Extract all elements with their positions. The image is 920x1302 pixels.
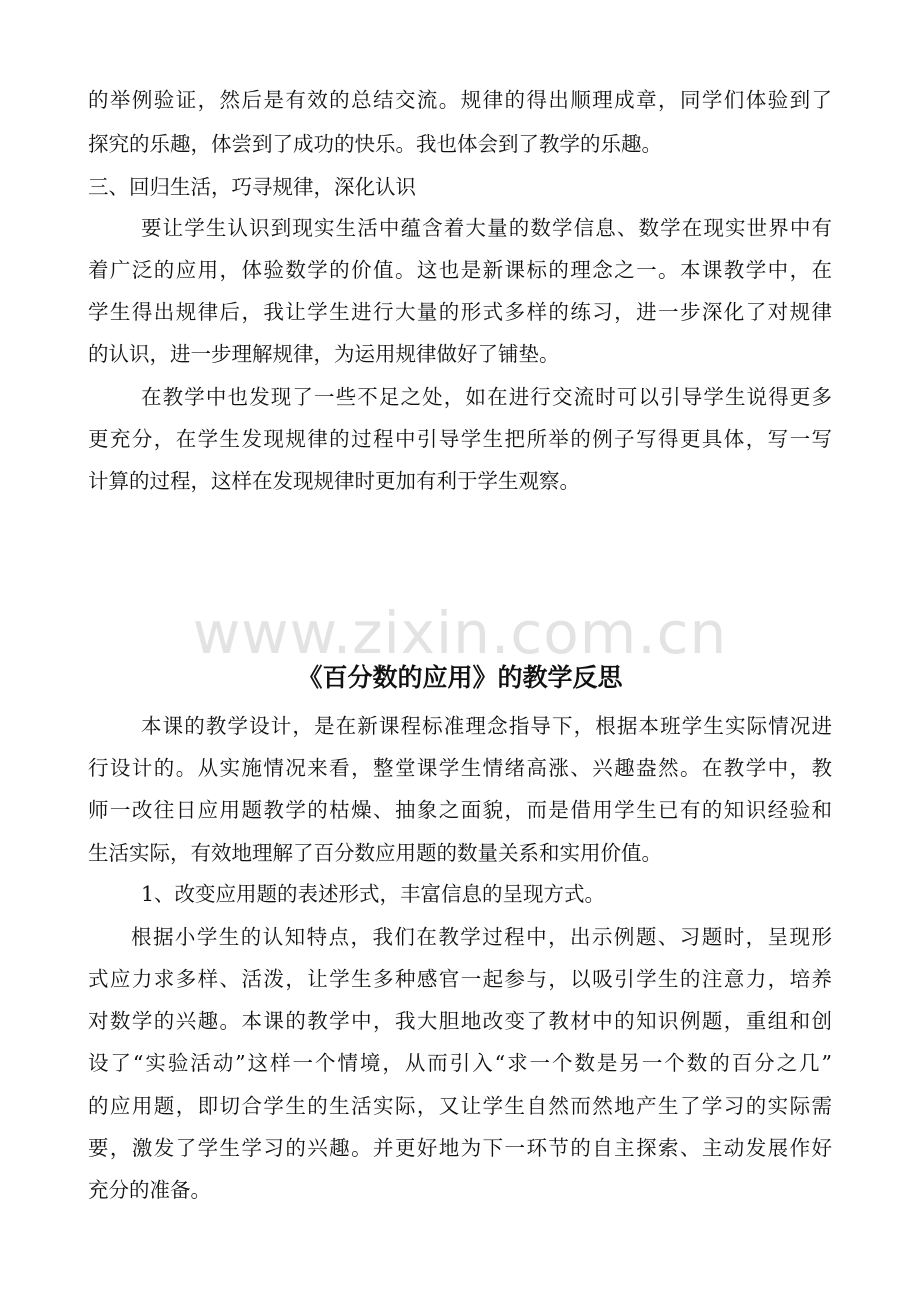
paragraph-line: 的认识，进一步理解规律，为运用规律做好了铺垫。	[88, 342, 560, 366]
paragraph-line: 的举例验证，然后是有效的总结交流。规律的得出顺理成章，同学们体验到了	[88, 88, 832, 112]
section-heading: 1、改变应用题的表述形式，丰富信息的呈现方式。	[141, 882, 606, 906]
paragraph-line: 对数学的兴趣。本课的教学中，我大胆地改变了教材中的知识例题，重组和创	[88, 1009, 832, 1033]
watermark: www.zixin.com.cn	[192, 599, 728, 667]
paragraph-line: 师一改往日应用题教学的枯燥、抽象之面貌，而是借用学生已有的知识经验和	[88, 798, 832, 822]
paragraph-line: 计算的过程，这样在发现规律时更加有利于学生观察。	[88, 469, 580, 493]
paragraph-line: 生活实际，有效地理解了百分数应用题的数量关系和实用价值。	[88, 841, 662, 865]
paragraph-line: 要让学生认识到现实生活中蕴含着大量的数学信息、数学在现实世界中有	[141, 216, 832, 240]
paragraph-line: 本课的教学设计，是在新课程标准理念指导下，根据本班学生实际情况进	[141, 714, 832, 738]
paragraph-line: 着广泛的应用，体验数学的价值。这也是新课标的理念之一。本课教学中，在	[88, 258, 832, 282]
section-heading: 三、回归生活，巧寻规律，深化认识	[88, 175, 416, 199]
paragraph-line: 式应力求多样、活泼，让学生多种感官一起参与，以吸引学生的注意力，培养	[88, 967, 832, 991]
paragraph-line: 的应用题，即切合学生的生活实际，又让学生自然而然地产生了学习的实际需	[88, 1094, 832, 1118]
paragraph-line: 要，激发了学生学习的兴趣。并更好地为下一环节的自主探索、主动发展作好	[88, 1136, 832, 1160]
paragraph-line: 根据小学生的认知特点，我们在教学过程中，出示例题、习题时，呈现形	[131, 925, 832, 949]
paragraph-line: 在教学中也发现了一些不足之处，如在进行交流时可以引导学生说得更多	[141, 385, 832, 409]
paragraph-line: 探究的乐趣，体尝到了成功的快乐。我也体会到了教学的乐趣。	[88, 132, 662, 156]
paragraph-line: 更充分，在学生发现规律的过程中引导学生把所举的例子写得更具体，写一写	[88, 427, 832, 451]
paragraph-line: 设了“实验活动”这样一个情境，从而引入“求一个数是另一个数的百分之几”	[88, 1051, 832, 1075]
paragraph-line: 充分的准备。	[88, 1178, 211, 1202]
paragraph-line: 学生得出规律后，我让学生进行大量的形式多样的练习，进一步深化了对规律	[88, 300, 832, 324]
paragraph-line: 行设计的。从实施情况来看，整堂课学生情绪高涨、兴趣盎然。在教学中，教	[88, 756, 832, 780]
document-title: 《百分数的应用》的教学反思	[297, 663, 623, 692]
